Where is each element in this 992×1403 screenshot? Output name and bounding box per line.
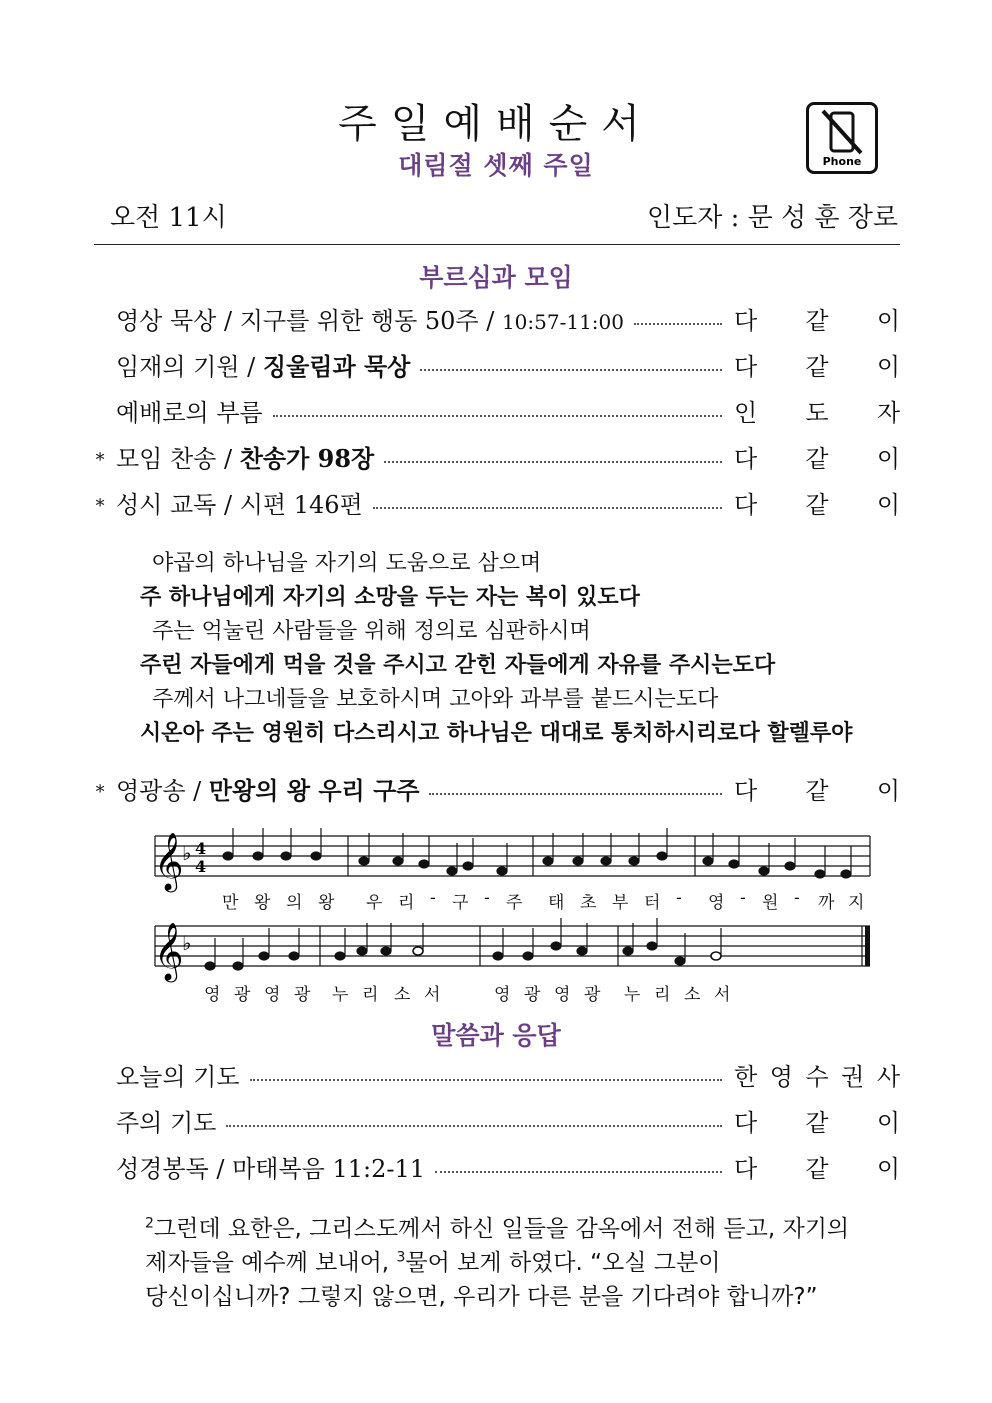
- order-item-text: 모임 찬송 /: [116, 444, 240, 473]
- performer-char: 다: [734, 352, 758, 381]
- lyric-syllable: -: [794, 888, 800, 908]
- order-item-text: 영광송 /: [116, 776, 209, 805]
- lyric-syllable: 누: [624, 985, 641, 1005]
- order-item-label: [116, 485, 363, 520]
- order-item-text: 오늘의 기도: [116, 1062, 240, 1091]
- order-item-text: 주의 기도: [116, 1108, 217, 1137]
- note-head: [543, 857, 553, 865]
- psalm-line-leader: 야곱의 하나님을 자기의 도움으로 삼으며: [152, 551, 542, 576]
- verse-number: 2: [145, 1215, 154, 1232]
- lyric-syllable: 영: [264, 985, 281, 1005]
- order-item: [94, 1148, 900, 1184]
- note-head: [311, 852, 321, 860]
- treble-clef-icon: 𝄞: [154, 922, 184, 980]
- service-time: 오전 11시: [110, 203, 227, 233]
- lyric-syllable: -: [484, 888, 490, 908]
- order-item-text: 예배로의 부름: [116, 398, 263, 427]
- performer-char: 이: [876, 352, 900, 381]
- note-head: [413, 947, 423, 955]
- lyric-syllable: 서: [714, 985, 731, 1005]
- note-head: [253, 852, 263, 860]
- order-item-bold: 찬송가 98장: [239, 443, 375, 473]
- required-standing-mark: ∗: [94, 491, 107, 513]
- lyric-syllable: 광: [584, 985, 601, 1005]
- order-item: [94, 1102, 900, 1138]
- note-head: [281, 852, 291, 860]
- note-head: [205, 962, 215, 970]
- lyric-syllable: 왕: [254, 893, 271, 913]
- lyric-syllable: 우: [366, 893, 383, 913]
- worship-leader: 인도자 : 문 성 훈 장로: [646, 203, 898, 233]
- lyric-syllable: 서: [424, 985, 441, 1005]
- order-item: [94, 392, 900, 428]
- dot-leader: [226, 1125, 722, 1127]
- treble-clef-icon: 𝄞: [154, 832, 184, 890]
- lyric-syllable: 광: [234, 985, 251, 1005]
- note-head: [711, 952, 721, 960]
- performer-char: 같: [805, 352, 829, 381]
- dot-leader: [435, 1171, 722, 1173]
- note-head: [759, 867, 769, 875]
- order-item-bold: 만왕의 왕 우리 구주: [208, 775, 420, 805]
- note-head: [359, 857, 369, 865]
- performer-char: 이: [876, 776, 900, 805]
- section-title-calling: 부르심과 모임: [419, 263, 573, 292]
- header-divider: [94, 244, 900, 245]
- order-item-performer: [734, 771, 900, 806]
- lyric-syllable: 까: [818, 893, 835, 913]
- performer-char: 다: [734, 306, 758, 335]
- performer-char: 다: [734, 1108, 758, 1137]
- note-head: [497, 867, 507, 875]
- note-head: [419, 860, 429, 868]
- note-head: [357, 947, 367, 955]
- note-head: [657, 852, 667, 860]
- order-item-label: [116, 1103, 216, 1138]
- order-item-performer: [734, 347, 900, 382]
- performer-char: 이: [876, 444, 900, 473]
- psalm-line-congregation: 시온아 주는 영원히 다스리시고 하나님은 대대로 통치하시리로다 할렐루야: [140, 721, 853, 746]
- lyric-syllable: 만: [222, 893, 239, 913]
- lyric-syllable: 부: [612, 893, 629, 913]
- page-title: 주일예배순서: [338, 101, 654, 147]
- note-head: [233, 962, 243, 970]
- page-subtitle: 대림절 셋째 주일: [398, 151, 594, 180]
- performer-char: 같: [805, 1154, 829, 1183]
- lyric-syllable: 소: [394, 985, 411, 1005]
- note-head: [447, 867, 457, 875]
- note-head: [223, 852, 233, 860]
- note-head: [335, 952, 345, 960]
- note-head: [601, 857, 611, 865]
- lyric-syllable: 소: [684, 985, 701, 1005]
- scripture-line: [145, 1278, 818, 1311]
- psalm-line-congregation: 주 하나님에게 자기의 소망을 두는 자는 복이 있도다: [140, 585, 640, 610]
- order-item-time: 10:57-11:00: [501, 309, 624, 334]
- dot-leader: [373, 507, 722, 509]
- performer-char: 이: [876, 490, 900, 519]
- order-item-performer: [734, 1103, 900, 1138]
- lyric-syllable: 영: [494, 985, 511, 1005]
- performer-char: 영: [769, 1062, 793, 1091]
- flat-icon: ♭: [182, 841, 192, 865]
- note-head: [393, 857, 403, 865]
- note-head: [577, 947, 587, 955]
- scripture-text: 제자들을 예수께 보내어,: [145, 1250, 397, 1276]
- performer-char: 다: [734, 444, 758, 473]
- scripture-line: [145, 1210, 849, 1243]
- order-item: [94, 300, 900, 336]
- order-item-label: [116, 1149, 425, 1184]
- note-head: [463, 862, 473, 870]
- music-staff-line1: [150, 826, 875, 896]
- verse-number: 3: [396, 1249, 406, 1266]
- note-head: [815, 870, 825, 878]
- dot-leader: [384, 461, 722, 463]
- lyric-syllable: -: [430, 888, 436, 908]
- order-item: [94, 484, 900, 520]
- note-head: [629, 857, 639, 865]
- note-head: [259, 952, 269, 960]
- order-item: [94, 346, 900, 382]
- performer-char: 권: [841, 1062, 865, 1091]
- performer-char: 한: [734, 1062, 758, 1091]
- music-staff-line2: [150, 916, 875, 986]
- lyric-syllable: 리: [362, 985, 379, 1005]
- lyric-syllable: 구: [452, 893, 469, 913]
- performer-char: 이: [876, 1108, 900, 1137]
- order-item-label: [116, 393, 263, 428]
- lyric-syllable: 영: [554, 985, 571, 1005]
- lyric-syllable: 영: [204, 985, 221, 1005]
- performer-char: 다: [734, 1154, 758, 1183]
- psalm-line-congregation: 주린 자들에게 먹을 것을 주시고 갇힌 자들에게 자유를 주시는도다: [140, 653, 776, 678]
- note-head: [551, 942, 561, 950]
- lyric-syllable: 원: [762, 893, 779, 913]
- note-head: [573, 857, 583, 865]
- performer-char: 같: [805, 1108, 829, 1137]
- scripture-text: 그런데 요한은, 그리스도께서 하신 일들을 감옥에서 전해 듣고, 자기의: [153, 1216, 850, 1242]
- lyric-syllable: 주: [506, 893, 523, 913]
- flat-icon: ♭: [182, 931, 192, 955]
- note-head: [841, 870, 851, 878]
- note-head: [523, 952, 533, 960]
- dot-leader: [634, 323, 722, 325]
- order-item-text: 성시 교독 / 시편 146편: [116, 490, 363, 519]
- required-standing-mark: ∗: [94, 445, 107, 467]
- performer-char: 같: [805, 776, 829, 805]
- order-item-label: [116, 347, 410, 382]
- time-signature-top: 4: [195, 839, 207, 858]
- dot-leader: [273, 415, 722, 417]
- lyric-syllable: 의: [286, 893, 303, 913]
- order-item: [94, 1056, 900, 1092]
- order-item-label: [116, 301, 624, 336]
- required-standing-mark: ∗: [94, 777, 107, 799]
- lyric-syllable: 광: [524, 985, 541, 1005]
- lyric-syllable: -: [740, 888, 746, 908]
- note-head: [289, 952, 299, 960]
- order-item-performer: [734, 301, 900, 336]
- scripture-text: 물어 보게 하였다. “오실 그분이: [405, 1250, 721, 1276]
- section-title-word: 말씀과 응답: [431, 1021, 561, 1050]
- note-head: [675, 957, 685, 965]
- order-item-performer: [734, 1057, 900, 1092]
- lyric-syllable: 왕: [318, 893, 335, 913]
- psalm-line-leader: 주께서 나그네들을 보호하시며 고아와 과부를 붙드시는도다: [152, 687, 719, 712]
- performer-char: 사: [876, 1062, 900, 1091]
- order-item-label: [116, 439, 374, 474]
- performer-char: 이: [876, 1154, 900, 1183]
- performer-char: 이: [876, 306, 900, 335]
- performer-char: 다: [734, 490, 758, 519]
- order-item-text: 임재의 기원 /: [116, 352, 263, 381]
- no-phone-icon: [806, 102, 878, 174]
- scripture-line: [145, 1244, 720, 1277]
- lyric-syllable: 터: [644, 893, 661, 913]
- order-item: [94, 438, 900, 474]
- order-item-performer: [734, 439, 900, 474]
- dot-leader: [420, 369, 722, 371]
- lyric-syllable: -: [676, 888, 682, 908]
- lyric-syllable: 광: [294, 985, 311, 1005]
- performer-char: 같: [805, 444, 829, 473]
- order-item-label: [116, 1057, 240, 1092]
- order-item-performer: [734, 485, 900, 520]
- time-signature-bottom: 4: [195, 857, 207, 876]
- lyric-syllable: 초: [580, 893, 597, 913]
- performer-char: 다: [734, 776, 758, 805]
- note-head: [381, 947, 391, 955]
- lyric-syllable: 리: [398, 893, 415, 913]
- lyric-syllable: 태: [548, 893, 565, 913]
- lyric-syllable: 리: [654, 985, 671, 1005]
- note-head: [703, 857, 713, 865]
- dot-leader: [250, 1079, 722, 1081]
- order-item-performer: [734, 393, 900, 428]
- note-head: [493, 952, 503, 960]
- performer-char: 인: [734, 398, 758, 427]
- psalm-line-leader: 주는 억눌린 사람들을 위해 정의로 심판하시며: [152, 619, 591, 644]
- note-head: [623, 947, 633, 955]
- order-item: [94, 770, 900, 806]
- order-item-text: 성경봉독 / 마태복음 11:2-11: [116, 1154, 425, 1183]
- note-head: [647, 942, 657, 950]
- dot-leader: [429, 793, 722, 795]
- lyric-syllable: 영: [708, 893, 725, 913]
- performer-char: 도: [805, 398, 829, 427]
- note-head: [729, 860, 739, 868]
- performer-char: 같: [805, 306, 829, 335]
- performer-char: 자: [876, 398, 900, 427]
- order-item-bold: 징울림과 묵상: [262, 351, 411, 381]
- phone-label: Phone: [822, 155, 862, 168]
- order-item-label: [116, 771, 419, 806]
- order-item-performer: [734, 1149, 900, 1184]
- note-head: [785, 862, 795, 870]
- scripture-text: 당신이십니까? 그렇지 않으면, 우리가 다른 분을 기다려야 합니까?”: [145, 1284, 818, 1310]
- performer-char: 같: [805, 490, 829, 519]
- performer-char: 수: [805, 1062, 829, 1091]
- lyric-syllable: 지: [848, 893, 865, 913]
- lyric-syllable: 누: [332, 985, 349, 1005]
- order-item-text: 영상 묵상 / 지구를 위한 행동 50주 /: [116, 306, 502, 335]
